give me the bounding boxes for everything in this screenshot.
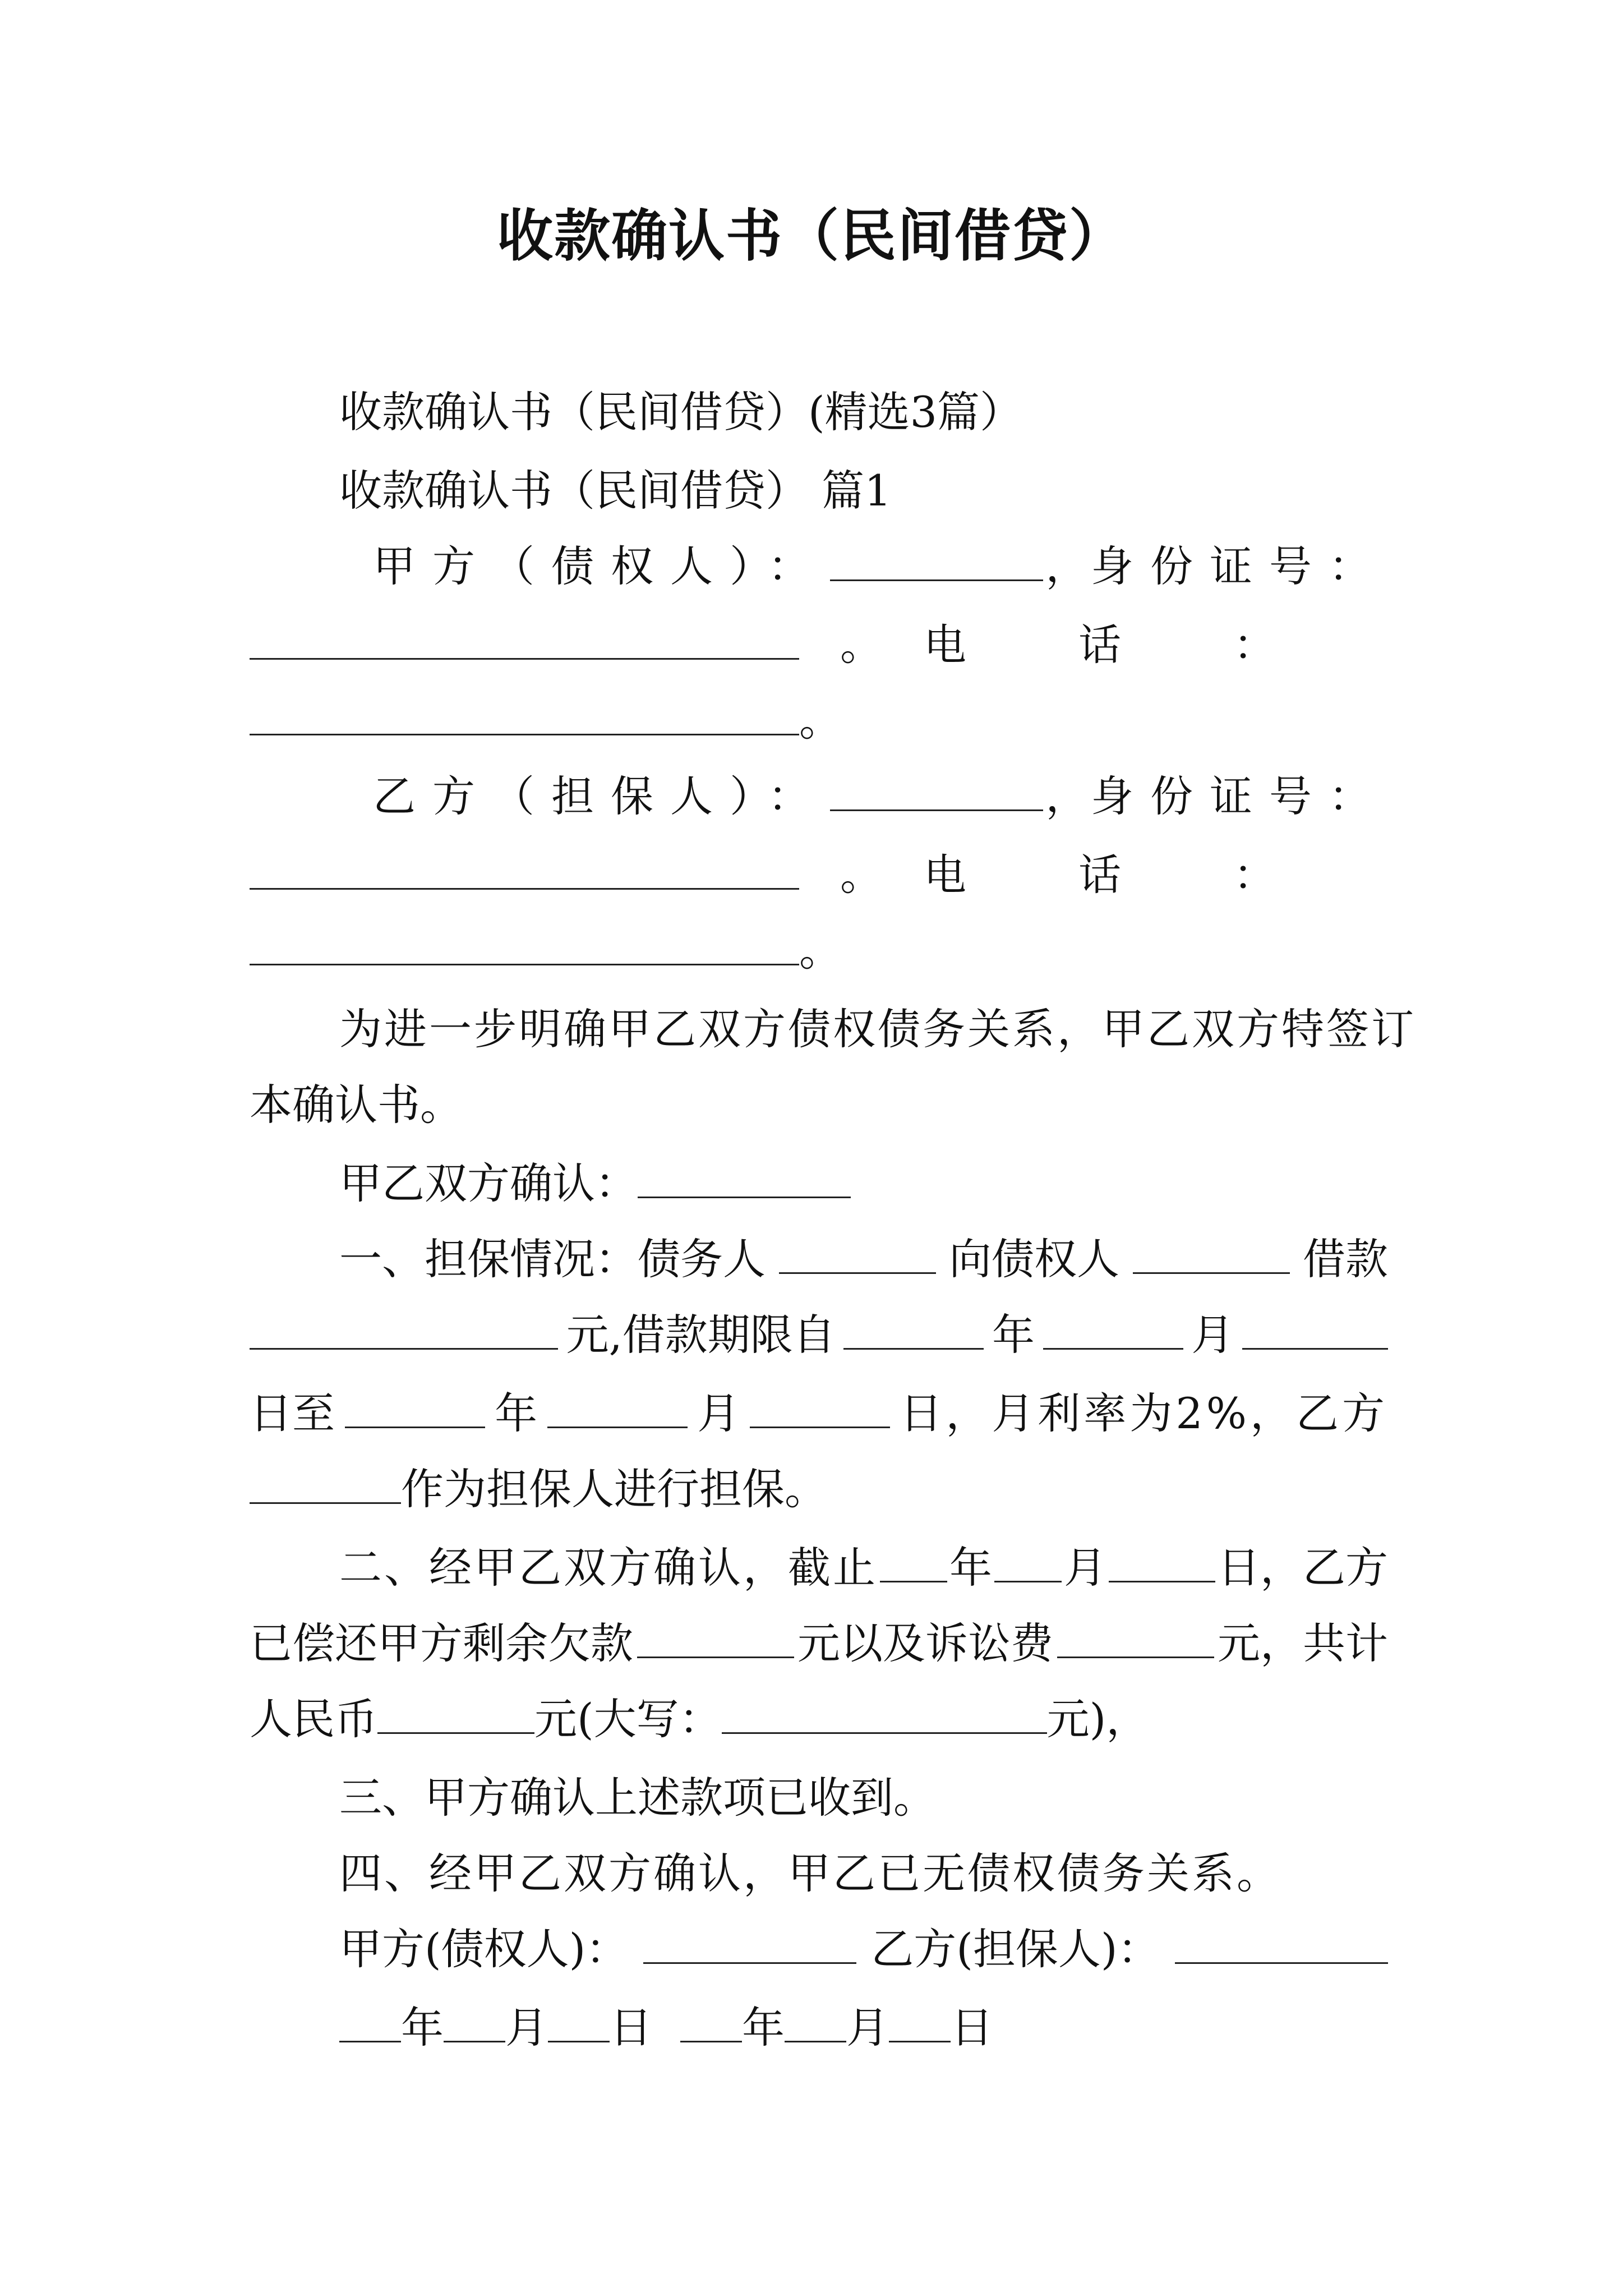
party-a-phone-blank [250, 699, 799, 735]
guarantor-blank [250, 1467, 401, 1504]
clause-2-line-2: 已偿还甲方剩余欠款 元以及诉讼费 元，共计 [250, 1618, 1388, 1668]
party-b-phone-label: 电话： [924, 850, 1388, 900]
sign-b-month-blank [785, 2006, 846, 2042]
sign-a-blank [643, 1927, 856, 1964]
purpose-line-2: 本确认书。 [250, 1080, 463, 1130]
sign-b-year-blank [680, 2006, 742, 2042]
party-b-name-blank [830, 775, 1043, 811]
sign-a-month-blank [444, 2006, 505, 2042]
end-month-blank [547, 1392, 688, 1428]
clause-1-line-3: 日至 年 月 日，月利率为2%，乙方 [250, 1388, 1388, 1438]
end-day-blank [750, 1392, 890, 1428]
party-a-line: 甲方（债权人）： ， 身份证号： [250, 536, 1388, 597]
clause-1-line-2: 元,借款期限自 年 月 [250, 1304, 1388, 1366]
start-day-blank [1242, 1313, 1388, 1350]
clause-1-line-4: 作为担保人进行担保。 [250, 1458, 1388, 1520]
clause-3: 三、甲方确认上述款项已收到。 [339, 1773, 936, 1823]
clause-2-line-3: 人民币 元(大写： 元)， [250, 1694, 1149, 1744]
sign-b-day-blank [889, 2006, 951, 2042]
sign-a-day-blank [548, 2006, 610, 2042]
party-b-id-line: 。 电话： [250, 844, 1388, 906]
debtor-blank [779, 1237, 936, 1274]
start-month-blank [1043, 1313, 1183, 1350]
creditor-blank [1133, 1237, 1290, 1274]
party-a-id-blank [250, 623, 799, 660]
party-a-label: 甲方（债权人）： [373, 541, 827, 591]
litigation-fee-blank [1057, 1622, 1214, 1658]
party-a-phone-label: 电话： [924, 620, 1388, 670]
sign-a-label: 甲方(债权人)： [339, 1924, 629, 1974]
party-a-id-line: 。 电话： [250, 614, 1388, 676]
sign-b-label: 乙方(担保人)： [871, 1924, 1160, 1974]
clause-1-line-1: 一、担保情况：债务人 向债权人 借款 [339, 1234, 1388, 1284]
party-b-id-blank [250, 853, 799, 890]
sign-a-year-blank [339, 2006, 401, 2042]
start-year-blank [843, 1313, 984, 1350]
party-a-name-blank [830, 545, 1043, 581]
section-heading: 收款确认书（民间借贷） 篇1 [339, 466, 892, 516]
cutoff-day-blank [1109, 1546, 1215, 1582]
loan-amount-blank [250, 1313, 558, 1350]
signature-date-line: 年 月 日 年 月 日 [250, 1997, 1478, 2059]
party-b-phone-line: 。 [250, 920, 1388, 982]
sign-b-blank [1175, 1927, 1388, 1964]
end-year-blank [345, 1392, 485, 1428]
total-amount-blank [377, 1697, 534, 1734]
party-b-line: 乙方（担保人）： ， 身份证号： [250, 766, 1388, 827]
party-a-id-label: 身份证号： [1090, 541, 1388, 591]
party-a-phone-line: 。 [250, 690, 1388, 752]
signature-line [250, 1918, 1388, 1980]
clause-2-line-1: 二、经甲乙双方确认，截止 年 月 日，乙方 [339, 1543, 1388, 1593]
party-b-phone-blank [250, 929, 799, 965]
document-title: 收款确认书（民间借贷） [497, 203, 1126, 269]
clause-4: 四、经甲乙双方确认，甲乙已无债权债务关系。 [339, 1848, 1281, 1898]
party-b-id-label: 身份证号： [1090, 771, 1388, 821]
purpose-line-1: 为进一步明确甲乙双方债权债务关系，甲乙双方特签订 [339, 1004, 1416, 1054]
cutoff-year-blank [880, 1546, 947, 1582]
document-subtitle: 收款确认书（民间借贷）(精选3篇） [339, 387, 1023, 437]
cutoff-month-blank [994, 1546, 1062, 1582]
total-amount-words-blank [722, 1697, 1047, 1734]
confirm-line: 甲乙双方确认： [250, 1153, 1478, 1214]
remaining-debt-blank [637, 1622, 794, 1658]
confirm-blank [638, 1162, 851, 1198]
party-b-label: 乙方（担保人）： [373, 771, 827, 821]
